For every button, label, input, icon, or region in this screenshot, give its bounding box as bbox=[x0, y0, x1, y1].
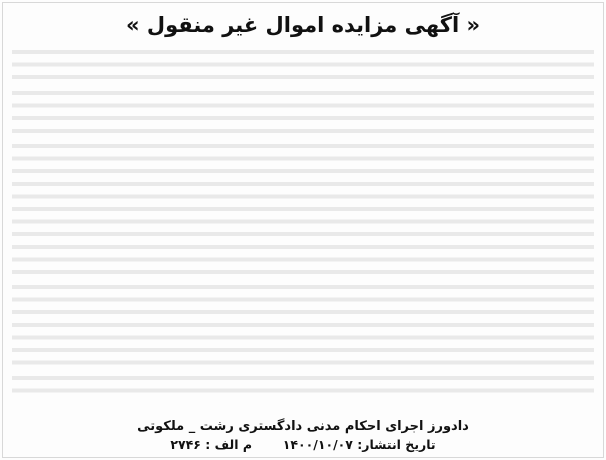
notice-body bbox=[12, 46, 594, 406]
notice-paragraph-2 bbox=[12, 87, 594, 137]
title-row bbox=[12, 6, 594, 44]
notice-paragraph-3 bbox=[12, 140, 594, 278]
notice-id-label: م الف : bbox=[205, 437, 253, 452]
notice-paragraph-1 bbox=[12, 46, 594, 84]
publication-meta bbox=[12, 436, 594, 454]
publish-date: ۱۴۰۰/۱۰/۰۷ bbox=[282, 437, 353, 452]
notice-footer bbox=[12, 418, 594, 454]
notice-id-number: ۲۷۴۶ bbox=[170, 437, 201, 452]
notice-paragraph-4 bbox=[12, 281, 594, 369]
issuing-officer: دادورز اجرای احکام مدنی دادگستری رشت _ ملکوتی bbox=[137, 419, 469, 434]
notice-title: « آگهی مزایده اموال غیر منقول » bbox=[125, 13, 481, 37]
publish-date-label: تاریخ انتشار: bbox=[357, 437, 436, 452]
notice-paragraph-5 bbox=[12, 372, 594, 397]
